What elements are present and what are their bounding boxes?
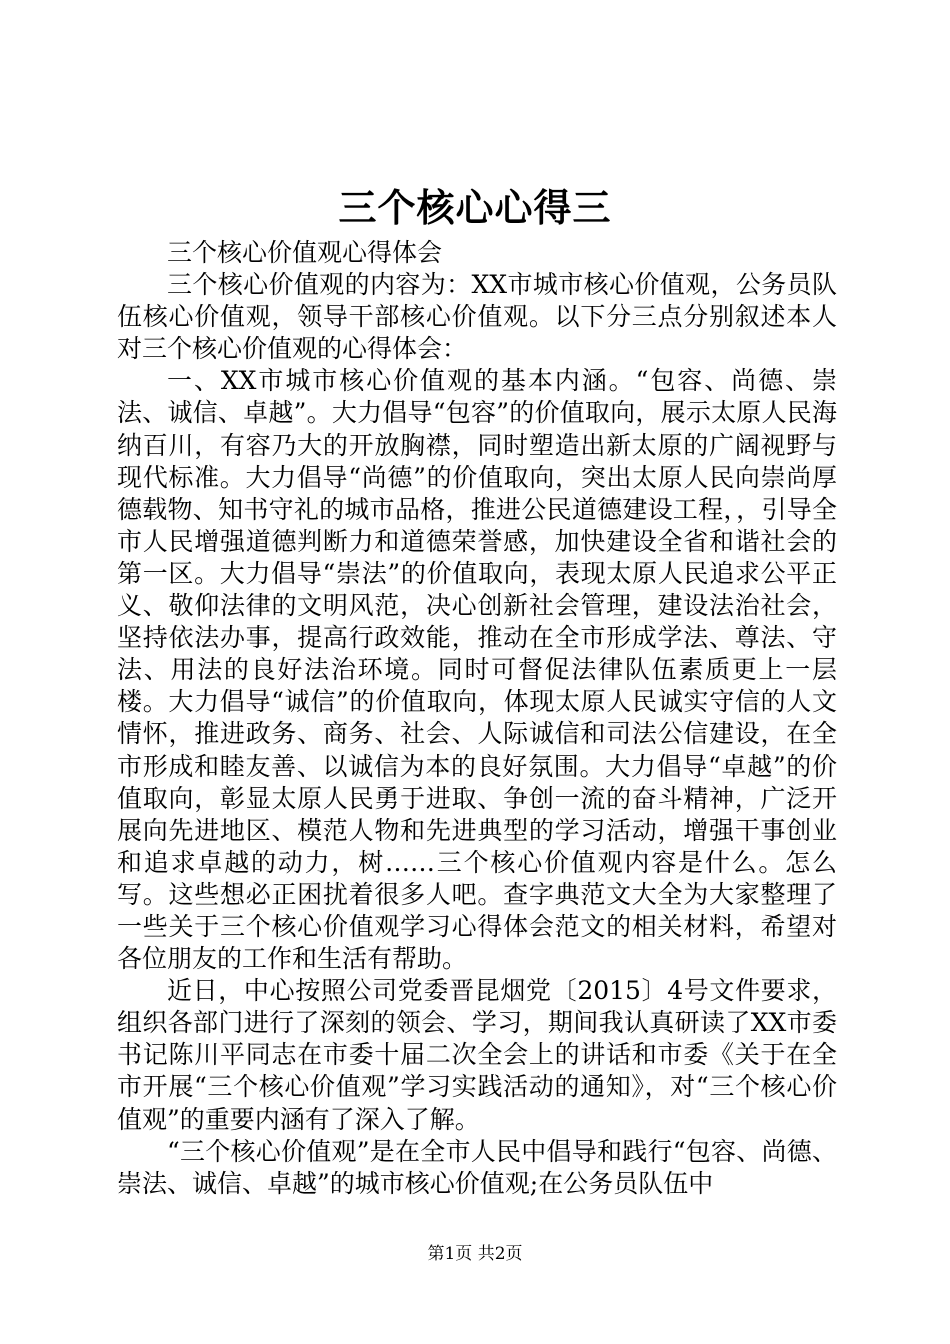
page-footer: 第1页 共2页: [427, 1244, 523, 1264]
paragraph-city-values: 一、XX市城市核心价值观的基本内涵。“包容、尚德、崇法、诚信、卓越”。大力倡导“包容”的价值取向，展示太原人民海纳百川，有容乃大的开放胸襟，同时塑造出新太原的广阔视野与现代标准。大力倡导“尚德”的价值取向，突出太原人民向崇尚厚德载物、知书守礼的城市品格，推进公民道德建设工程，，引导全市人民增强道德判断力和道德荣誉感，加快建设全省和谐社会的第一区。大力倡导“崇法”的价值取向，表现太原人民追求公平正义、敬仰法律的文明风范，决心创新社会管理，建设法治社会，坚持依法办事，提高行政效能，推动在全市形成学法、尊法、守法、用法的良好法治环境。同时可督促法律队伍素质更上一层楼。大力倡导“诚信”的价值取向，体现太原人民诚实守信的人文情怀，推进政务、商务、社会、人际诚信和司法公信建设，在全市形成和睦友善、以诚信为本的良好氛围。大力倡导“卓越”的价值取向，彰显太原人民勇于进取、争创一流的奋斗精神，广泛开展向先进地区、模范人物和先进典型的学习活动，增强干事创业和追求卓越的动力，树……三个核心价值观内容是什么。怎么写。这些想必正困扰着很多人吧。查字典范文大全为大家整理了一些关于三个核心价值观学习心得体会范文的相关材料，希望对各位朋友的工作和生活有帮助。: [117, 366, 837, 974]
document-title: 三个核心心得三: [338, 185, 612, 230]
paragraph-study: 近日，中心按照公司党委晋昆烟党〔2015〕4号文件要求，组织各部门进行了深刻的领会、学习，期间我认真研读了XX市委书记陈川平同志在市委十届二次全会上的讲话和市委《关于在全市开展“三个核心价值观”学习实践活动的通知》，对“三个核心价值观”的重要内涵有了深入了解。: [117, 976, 837, 1134]
paragraph-intro: 三个核心价值观的内容为：XX市城市核心价值观，公务员队伍核心价值观，领导干部核心价值观。以下分三点分别叙述本人对三个核心价值观的心得体会：: [117, 270, 837, 364]
document-body: [117, 237, 837, 1200]
paragraph-subtitle: 三个核心价值观心得体会: [167, 238, 443, 267]
paragraph-three-values: “三个核心价值观”是在全市人民中倡导和践行“包容、尚德、崇法、诚信、卓越”的城市核心价值观;在公务员队伍中: [117, 1136, 837, 1198]
